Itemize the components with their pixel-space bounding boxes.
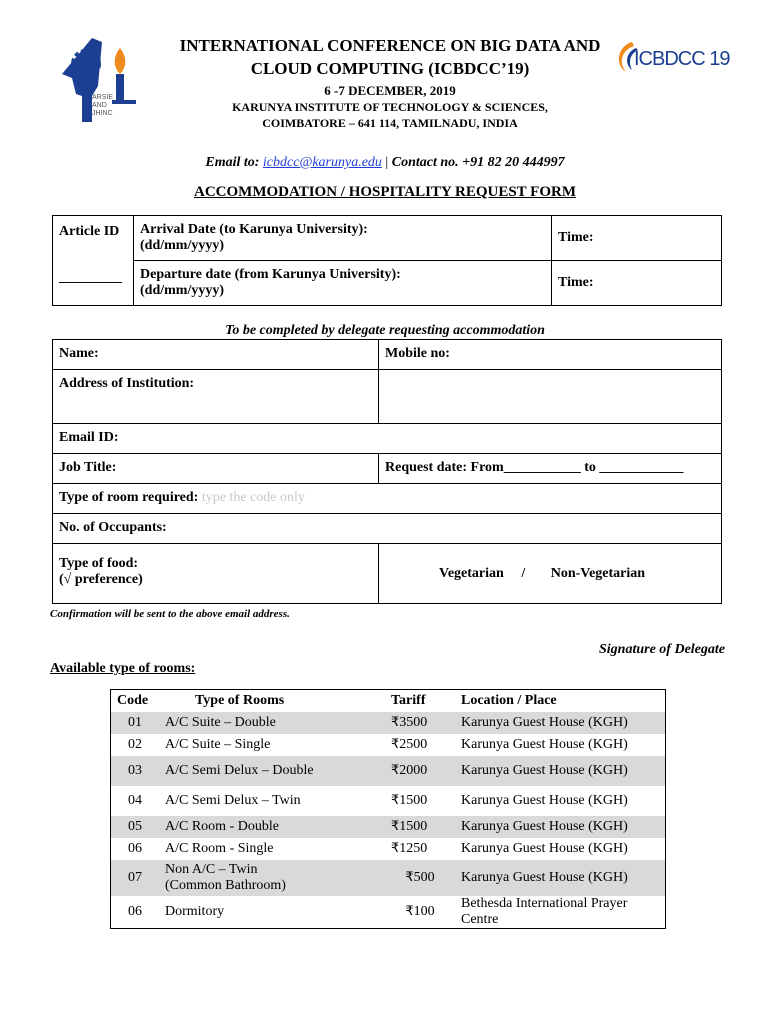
- departure-time-cell[interactable]: [552, 261, 722, 306]
- table-row: [111, 896, 666, 929]
- conference-title-line2: CLOUD COMPUTING (ICBDCC’19): [250, 59, 530, 78]
- table-row: [111, 816, 666, 838]
- room-location: Karunya Guest House (KGH): [461, 841, 628, 856]
- room-location: Karunya Guest House (KGH): [455, 860, 666, 896]
- food-label: Type of food:: [59, 556, 139, 571]
- room-tariff: [385, 712, 455, 734]
- tariff-value: 2500: [399, 737, 428, 752]
- rupee-icon: ₹: [391, 715, 400, 730]
- occupants-cell[interactable]: [53, 514, 722, 544]
- header-type: Type of Rooms: [195, 693, 285, 708]
- rupee-icon: ₹: [405, 870, 414, 885]
- rupee-icon: ₹: [391, 793, 400, 808]
- room-tariff: [385, 816, 455, 838]
- separator: |: [381, 155, 392, 170]
- rooms-heading: Available type of rooms:: [50, 661, 196, 676]
- email-cell[interactable]: [53, 424, 722, 454]
- header-location: Location / Place: [461, 693, 557, 708]
- room-type-line2: (Common Bathroom): [165, 878, 286, 893]
- contact-line: [100, 155, 670, 171]
- arrival-format: (dd/mm/yyyy): [140, 238, 224, 253]
- veg-option[interactable]: Vegetarian: [439, 565, 504, 581]
- tariff-value: 1500: [399, 819, 428, 834]
- room-tariff: [385, 734, 455, 756]
- room-tariff: [385, 786, 455, 816]
- room-location: Karunya Guest House (KGH): [461, 737, 628, 752]
- room-type: [159, 860, 385, 896]
- room-code: 06: [128, 904, 142, 919]
- room-code: 01: [111, 712, 160, 734]
- room-location: Karunya Guest House (KGH): [455, 816, 666, 838]
- room-location: Karunya Guest House (KGH): [461, 793, 628, 808]
- room-tariff: [385, 756, 455, 786]
- conference-title-line1: INTERNATIONAL CONFERENCE ON BIG DATA AND: [179, 36, 601, 55]
- arrival-label: Arrival Date (to Karunya University):: [140, 222, 368, 237]
- room-type-line1: Non A/C – Twin: [165, 862, 258, 877]
- arrival-time-cell[interactable]: [552, 216, 722, 261]
- room-type: A/C Semi Delux – Twin: [165, 793, 301, 808]
- room-type-label: Type of room required:: [59, 490, 199, 505]
- room-type: A/C Semi Delux – Double: [159, 756, 385, 786]
- room-tariff: [385, 838, 455, 860]
- table-row: [111, 786, 666, 816]
- room-type: A/C Suite – Single: [165, 737, 271, 752]
- tariff-value: 1500: [399, 793, 428, 808]
- mobile-label: Mobile no:: [385, 346, 450, 361]
- email-label: Email ID:: [59, 430, 119, 445]
- email-link[interactable]: icbdcc@karunya.edu: [262, 155, 382, 170]
- departure-date-cell[interactable]: [134, 261, 552, 306]
- table-row: [111, 756, 666, 786]
- request-date-cell[interactable]: [379, 454, 722, 484]
- request-date-label: Request date: From___________ to ____________: [385, 460, 684, 475]
- room-tariff: [385, 896, 455, 929]
- food-options-cell: [379, 544, 722, 604]
- room-location: Bethesda International Prayer Centre: [461, 896, 628, 927]
- table-row: [111, 712, 666, 734]
- delegate-heading: To be completed by delegate requesting accommodation: [225, 323, 545, 338]
- name-cell[interactable]: [53, 340, 379, 370]
- room-type-cell[interactable]: [53, 484, 722, 514]
- arrival-table: [52, 215, 722, 306]
- room-location: Karunya Guest House (KGH): [455, 756, 666, 786]
- tariff-value: 1250: [399, 841, 428, 856]
- email-prefix: Email to:: [205, 155, 263, 170]
- nonveg-option[interactable]: Non-Vegetarian: [550, 565, 646, 581]
- delegate-table: [52, 339, 722, 604]
- job-cell[interactable]: [53, 454, 379, 484]
- food-hint: (√ preference): [59, 572, 143, 587]
- article-id-blank[interactable]: _________: [59, 270, 122, 285]
- room-type: A/C Room - Single: [165, 841, 274, 856]
- departure-time-label: Time:: [558, 275, 594, 290]
- room-type-hint: type the code only: [201, 490, 305, 505]
- room-code: 07: [111, 860, 160, 896]
- table-row: [111, 838, 666, 860]
- departure-label: Departure date (from Karunya University):: [140, 267, 401, 282]
- article-id-cell: [53, 216, 134, 306]
- room-type: Dormitory: [165, 904, 225, 919]
- room-type: A/C Suite – Double: [159, 712, 385, 734]
- logo-left-text: ARSIE AND JHINC: [92, 94, 114, 117]
- rupee-icon: ₹: [391, 819, 400, 834]
- tariff-value: 2000: [399, 763, 428, 778]
- room-code: 05: [111, 816, 160, 838]
- address-label: Address of Institution:: [59, 376, 195, 391]
- signature-label: Signature of Delegate: [599, 642, 725, 657]
- room-type: A/C Room - Double: [159, 816, 385, 838]
- departure-format: (dd/mm/yyyy): [140, 283, 224, 298]
- address-cell[interactable]: [53, 370, 379, 424]
- contact-number: Contact no. +91 82 20 444997: [391, 155, 565, 170]
- room-code: 02: [128, 737, 142, 752]
- room-tariff: [385, 860, 455, 896]
- logo-right-text: ICBDCC 19: [634, 48, 730, 70]
- mobile-cell[interactable]: [379, 340, 722, 370]
- rooms-table: [110, 689, 666, 929]
- form-title: ACCOMMODATION / HOSPITALITY REQUEST FORM: [194, 184, 576, 200]
- rupee-icon: ₹: [405, 904, 414, 919]
- room-code: 06: [128, 841, 142, 856]
- header-tariff: Tariff: [391, 693, 426, 708]
- conference-logo-left: [52, 34, 138, 126]
- rupee-icon: ₹: [391, 763, 400, 778]
- address-extra-cell[interactable]: [379, 370, 722, 424]
- room-code: 03: [111, 756, 160, 786]
- tariff-value: 100: [413, 904, 435, 919]
- table-row: [111, 860, 666, 896]
- institute-address: COIMBATORE – 641 114, TAMILNADU, INDIA: [262, 116, 518, 130]
- food-cell: [53, 544, 379, 604]
- room-location: Karunya Guest House (KGH): [455, 712, 666, 734]
- arrival-time-label: Time:: [558, 230, 594, 245]
- icbdcc-logo: [612, 38, 732, 78]
- confirmation-note: Confirmation will be sent to the above email address.: [50, 608, 290, 620]
- header-code: Code: [117, 693, 149, 708]
- occupants-label: No. of Occupants:: [59, 520, 167, 535]
- table-row: [111, 734, 666, 756]
- rupee-icon: ₹: [391, 841, 400, 856]
- tariff-value: 500: [413, 870, 435, 885]
- arrival-date-cell[interactable]: [134, 216, 552, 261]
- institute-name: KARUNYA INSTITUTE OF TECHNOLOGY & SCIENCES,: [232, 100, 548, 114]
- conference-dates: 6 -7 DECEMBER, 2019: [324, 83, 456, 98]
- job-label: Job Title:: [59, 460, 117, 475]
- tariff-value: 3500: [399, 715, 428, 730]
- rupee-icon: ₹: [391, 737, 400, 752]
- room-code: 04: [128, 793, 142, 808]
- article-id-label: Article ID: [59, 224, 120, 239]
- name-label: Name:: [59, 346, 99, 361]
- food-slash: /: [521, 565, 526, 581]
